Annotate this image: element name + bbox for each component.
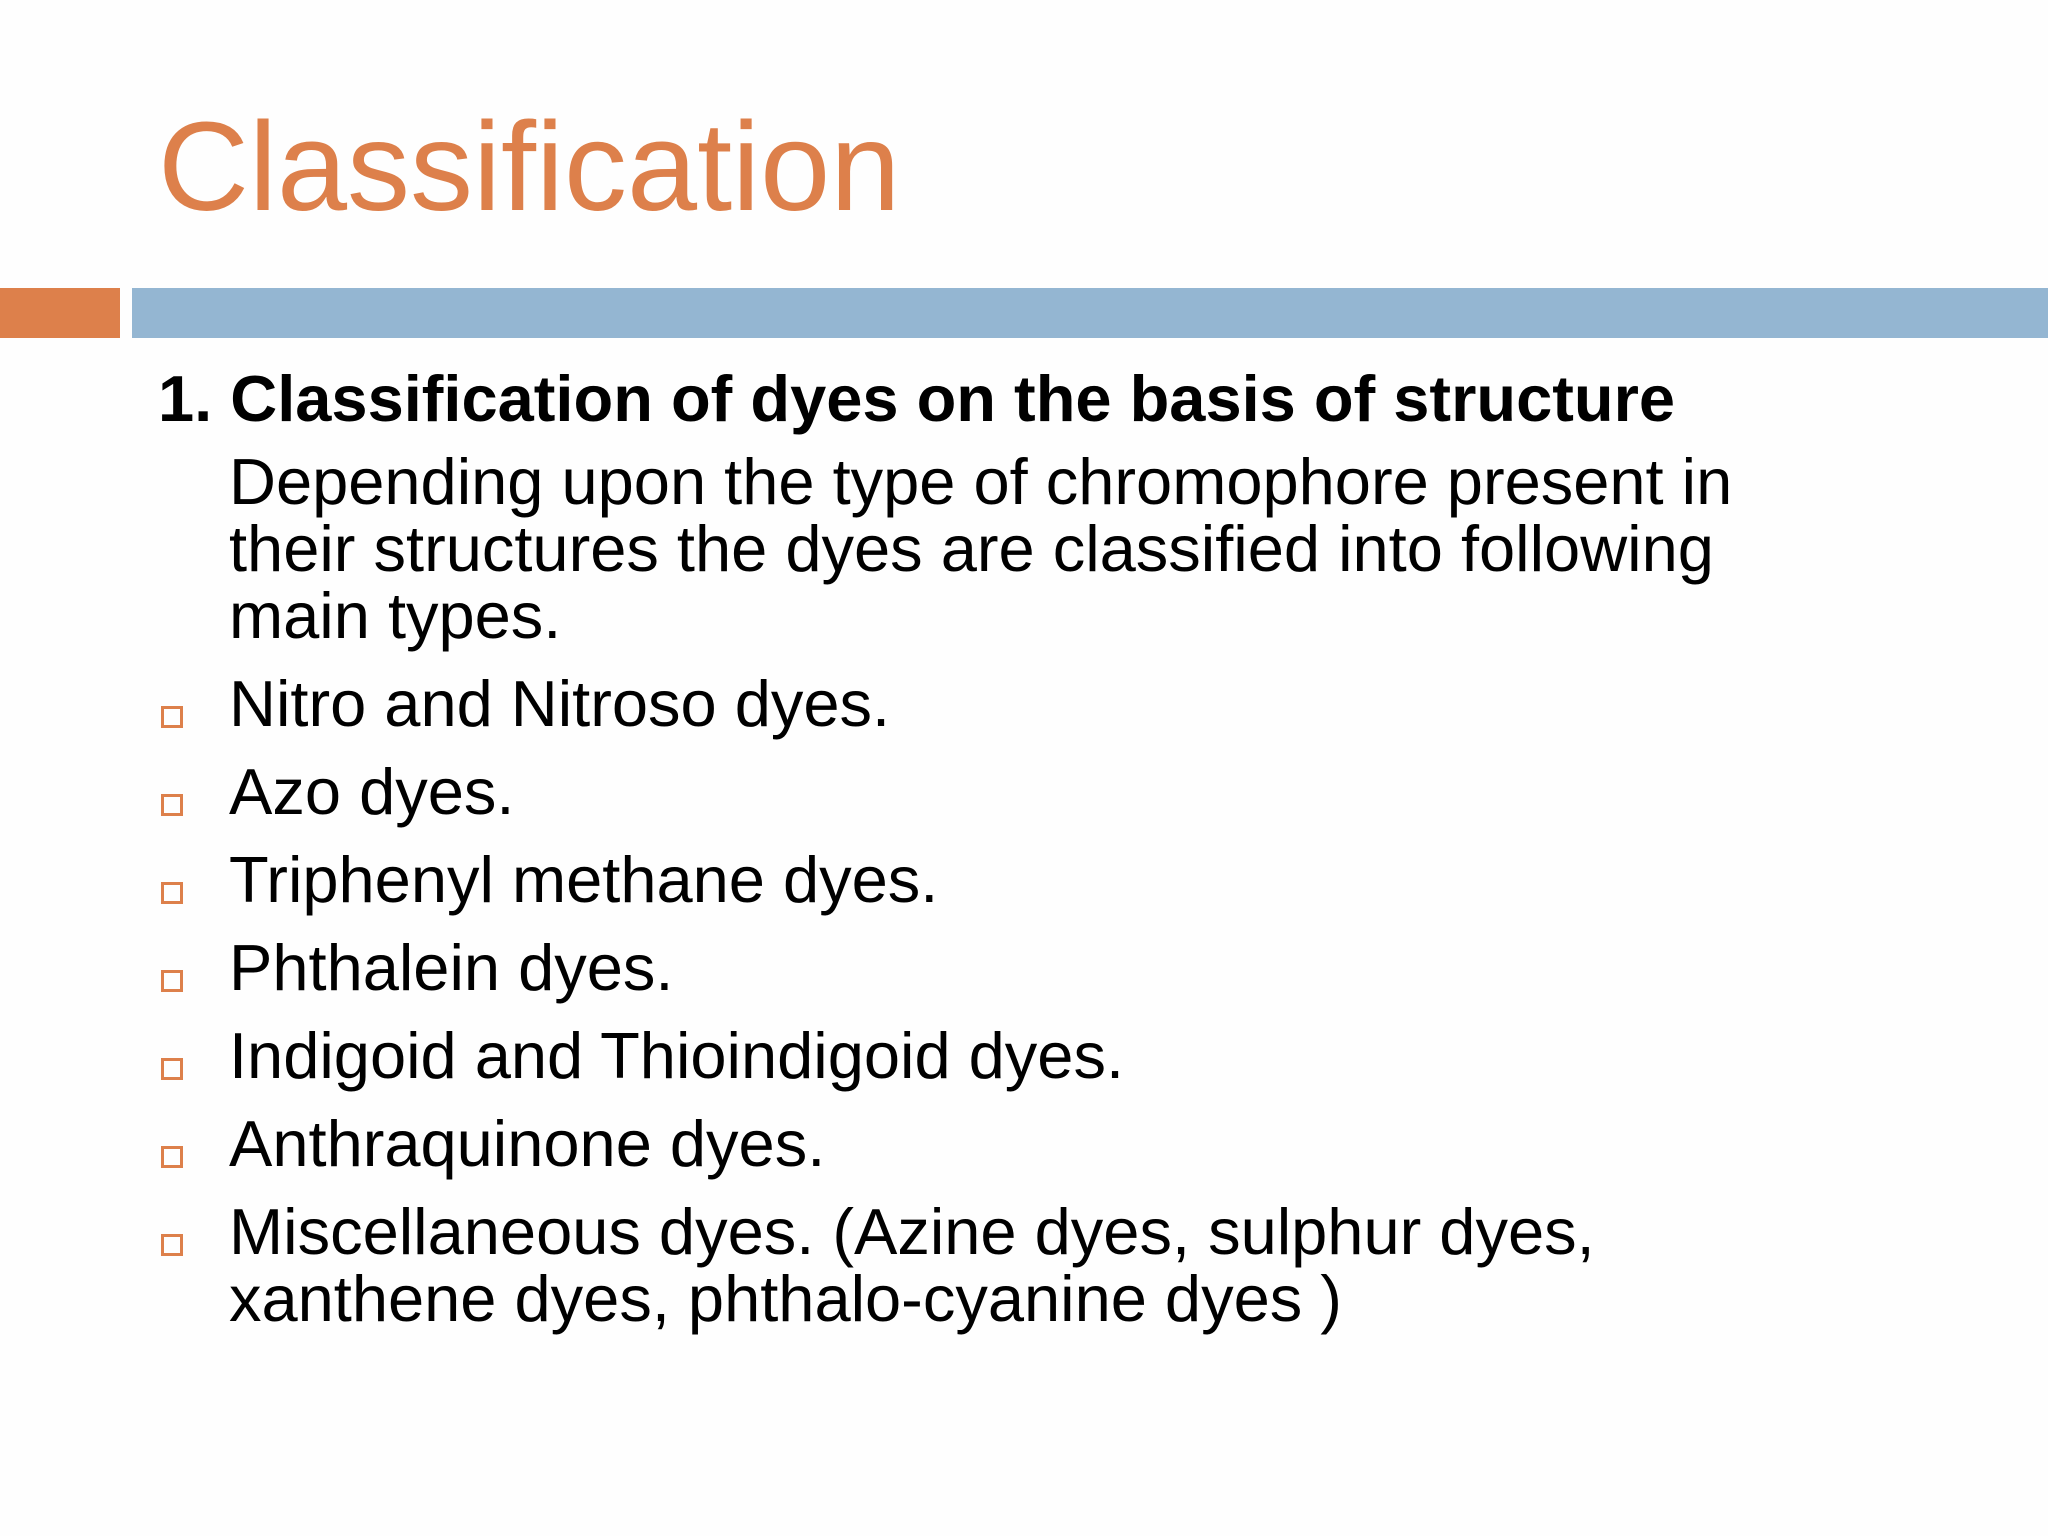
list-item-text: Triphenyl methane dyes. [229,843,939,916]
list-item-text: Anthraquinone dyes. [229,1107,826,1180]
intro-line: Depending upon the type of chromophore present in [229,445,1733,518]
hollow-square-icon [161,706,183,728]
section-heading: 1. Classification of dyes on the basis of structure [158,362,1676,435]
intro-line: main types. [229,579,562,652]
hollow-square-icon [161,1146,183,1168]
list-item-text: Azo dyes. [229,755,515,828]
list-item [158,931,1998,1004]
list-item-text: Miscellaneous dyes. (Azine dyes, sulphur dyes, [229,1195,1595,1268]
list-item-text: Nitro and Nitroso dyes. [229,667,891,740]
hollow-square-icon [161,1058,183,1080]
list-item [158,667,1998,740]
list-item-text: Indigoid and Thioindigoid dyes. [229,1019,1125,1092]
title-divider-bar [132,288,2048,338]
title-accent-bar [0,288,120,338]
dye-type-list [158,667,1998,1353]
list-item [158,843,1998,916]
hollow-square-icon [161,794,183,816]
slide-title: Classification [158,96,901,237]
list-item-text: Phthalein dyes. [229,931,674,1004]
intro-paragraph [229,445,1989,652]
intro-line: their structures the dyes are classified into following [229,512,1714,585]
hollow-square-icon [161,882,183,904]
hollow-square-icon [161,970,183,992]
list-item [158,1019,1998,1092]
list-item [158,1107,1998,1180]
list-item [158,1195,1998,1335]
list-item [158,755,1998,828]
list-item-text-continued: xanthene dyes, phthalo-cyanine dyes ) [229,1262,1342,1335]
hollow-square-icon [161,1234,183,1256]
